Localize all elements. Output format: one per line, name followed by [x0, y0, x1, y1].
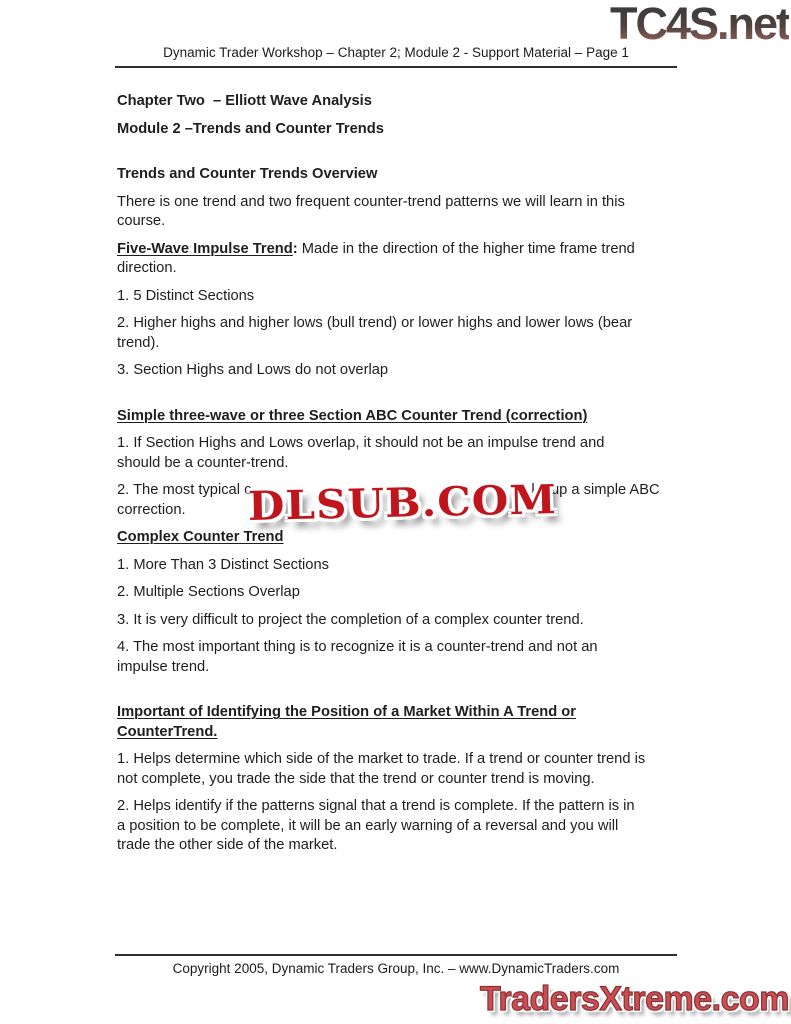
complex-heading: Complex Counter Trend: [117, 529, 284, 545]
five-wave-colon: :: [292, 240, 298, 257]
tradersxtreme-logo-watermark: TradersXtreme.com: [480, 980, 789, 1018]
obscured-text-before: 2. The most typical c: [117, 482, 252, 498]
header-rule: [115, 66, 677, 68]
five-wave-item-1: 1. 5 Distinct Sections: [117, 287, 255, 304]
copyright-line: Copyright 2005, Dynamic Traders Group, Inc. – www.DynamicTraders.com: [172, 961, 620, 976]
complex-item-4: 4. The most important thing is to recognize it is a counter-trend and not an impulse trend.: [117, 639, 598, 675]
five-wave-definition-text: Made in the direction of the higher time frame trend: [297, 240, 635, 257]
obscured-text-cont: correction.: [117, 501, 186, 518]
five-wave-impulse-paragraph: [117, 240, 703, 279]
importance-item-1: 1. Helps determine which side of the market to trade. If a trend or counter trend is not complete, you trade the side that the trend or counter trend is moving.: [117, 751, 646, 787]
simple-abc-heading: Simple three-wave or three Section ABC Counter Trend (correction): [117, 407, 588, 424]
tc4s-logo-watermark: TC4S.net: [609, 0, 789, 49]
importance-heading: Important of Identifying the Position of a Market Within A Trend or CounterTrend.: [117, 704, 576, 740]
simple-abc-item-1: 1. If Section Highs and Lows overlap, it should not be an impulse trend and should be a counter-trend.: [117, 435, 605, 471]
five-wave-definition-cont: direction.: [117, 260, 177, 276]
dlsub-overlay-watermark: DLSUB.COM: [247, 475, 558, 530]
overview-intro-paragraph: There is one trend and two frequent counter-trend patterns we will learn in this course.: [117, 193, 625, 229]
chapter-title: Chapter Two – Elliott Wave Analysis: [117, 93, 372, 109]
footer-rule: [115, 954, 677, 956]
complex-item-3: 3. It is very difficult to project the completion of a complex counter trend.: [117, 611, 584, 628]
obscured-text-after: ke up a simple ABC: [531, 482, 660, 498]
five-wave-item-3: 3. Section Highs and Lows do not overlap: [117, 362, 389, 378]
module-title: Module 2 –Trends and Counter Trends: [117, 120, 384, 137]
complex-item-2: 2. Multiple Sections Overlap: [117, 584, 300, 600]
five-wave-item-2: 2. Higher highs and higher lows (bull trend) or lower highs and lower lows (bear trend).: [117, 315, 633, 351]
importance-item-2: 2. Helps identify if the patterns signal that a trend is complete. If the pattern is in a position to be complete, it will be an early warning of a reversal and you will trade the other side of the market.: [117, 798, 635, 853]
document-content: [117, 92, 703, 864]
page-header-title: Dynamic Trader Workshop – Chapter 2; Module 2 - Support Material – Page 1: [163, 45, 629, 60]
overview-heading: Trends and Counter Trends Overview: [117, 166, 378, 182]
complex-item-1: 1. More Than 3 Distinct Sections: [117, 556, 329, 573]
five-wave-heading-text: Five-Wave Impulse Trend: [117, 240, 293, 257]
